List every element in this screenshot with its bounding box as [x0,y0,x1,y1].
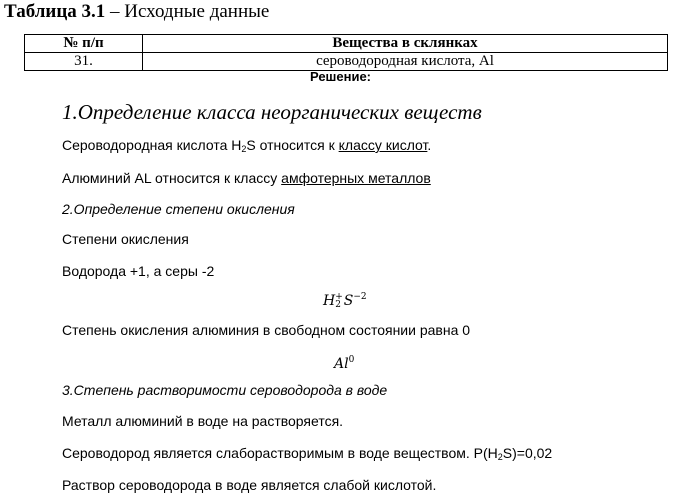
hydrogen-indices [335,293,343,309]
amphoteric-link: амфотерных металлов [281,170,431,186]
oxidation-states-label: Степени окисления [62,231,189,247]
acid-class-text-mid: S относится к [246,137,339,153]
acid-class-link: классу кислот [338,137,428,153]
acid-class-text: Сероводородная кислота H [62,137,242,153]
hydrogen-sulfur-states: Водорода +1, а серы -2 [62,263,215,279]
aluminium-charge: 0 [348,355,355,365]
h2s-formula [323,288,367,310]
al-formula [334,351,354,373]
hydrogen-symbol: H [323,293,336,309]
section2-heading: 2.Определение степени окисления [62,201,295,217]
aluminium-state-line: Степень окисления алюминия в свободном состоянии равна 0 [62,322,471,338]
section1-heading: 1.Определение класса неорганических веществ [62,100,482,124]
aluminium-class-line [62,169,431,187]
aluminium-symbol: Al [334,356,349,372]
cell-number: 31. [25,53,143,71]
solution-label: Решение: [309,69,372,84]
sulfur-symbol: S [343,293,354,309]
acid-class-line [62,136,431,158]
hydrogen-charge: + [335,292,343,302]
hydrogen-count: 2 [335,300,341,310]
sulfur-charge: −2 [353,292,367,302]
table-title [4,0,269,24]
table-number: Таблица 3.1 [4,1,106,22]
subscript: 2 [241,144,247,154]
h2s-solubility-text: Сероводород является слаборастворимым в воде веществом. P(H [62,445,498,461]
substances-table [24,34,668,71]
header-number: № п/п [25,35,143,53]
table-header-row [25,35,668,53]
period: . [427,137,432,153]
h2s-solubility-value: S)=0,02 [502,445,553,461]
header-substances: Вещества в склянках [143,35,668,53]
h2s-solubility-line [62,444,552,466]
table-row [25,53,668,71]
cell-substances: сероводородная кислота, Al [143,53,668,71]
aluminium-solubility-line: Металл алюминий в воде на растворяется. [62,413,344,429]
table-caption: – Исходные данные [105,1,270,22]
weak-acid-line: Раствор сероводорода в воде является слабой кислотой. [62,477,437,493]
aluminium-class-text: Алюминий AL относится к классу [62,170,282,186]
subscript: 2 [497,452,503,462]
section3-heading: 3.Степень растворимости сероводорода в воде [62,382,388,398]
